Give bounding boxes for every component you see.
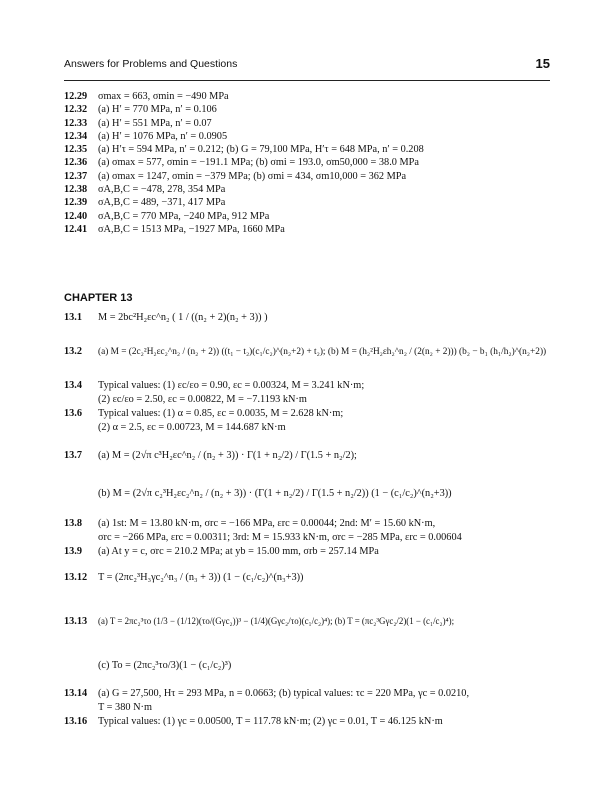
answer-text: σA,B,C = 489, −371, 417 MPa: [98, 197, 226, 209]
answer-item: [64, 156, 554, 169]
answer-number: 12.40: [64, 210, 88, 222]
answer-text: (a) At y = c, σrc = 210.2 MPa; at yb = 15.00 mm, σrb = 257.14 MPa: [98, 546, 379, 557]
answer-13-14-cont: T = 380 N·m: [98, 702, 152, 713]
answer-13-4: [64, 380, 364, 391]
answer-number: 12.39: [64, 197, 88, 209]
answer-item: [64, 210, 554, 223]
answer-13-8: [64, 518, 435, 529]
answer-formula: (a) T = 2πc₂³τo (1/3 − (1/12)(τo/(Gγc₂))³ − (1/4)(Gγc₂/τo)(c₁/c₂)⁴); (b) T = (πc₂³Gγc₂/2)(1 − (c₁/c₂)⁴);: [98, 616, 455, 626]
answer-13-16: [64, 716, 443, 727]
answer-number: 13.1: [64, 312, 83, 323]
answer-text: (a) H′ = 1076 MPa, n′ = 0.0905: [98, 130, 228, 142]
answer-number: 12.36: [64, 157, 88, 169]
answer-13-6-cont: (2) α = 2.5, εc = 0.00723, M = 144.687 kN·m: [98, 422, 286, 433]
answer-formula: (a) M = (2c₂²H₂εc₂^n₂ / (n₂ + 2)) ((t₁ − t₂)(c₁/c₂)^(n₂+2) + t₂); (b) M = (h₂²H₂εh₂^n₂ / (2(n₂ + 2))) (b₂ − b₁ (h₁/h₂)^(n₂+2)): [98, 347, 547, 357]
answer-text: (a) H′ = 551 MPa, n′ = 0.07: [98, 117, 212, 129]
answer-13-13a: [64, 616, 454, 627]
answer-number: 12.35: [64, 144, 88, 156]
answer-text: Typical values: (1) α = 0.85, εc = 0.0035, M = 2.628 kN·m;: [98, 408, 344, 419]
answer-text: (a) σmax = 1247, σmin = −379 MPa; (b) σmi = 434, σm10,000 = 362 MPa: [98, 170, 407, 182]
answer-13-1: [64, 312, 268, 323]
answer-list-ch12: [64, 90, 554, 236]
answer-text: Typical values: (1) γc = 0.00500, T = 117.78 kN·m; (2) γc = 0.01, T = 46.125 kN·m: [98, 716, 443, 727]
chapter-heading: CHAPTER 13: [64, 292, 133, 304]
answer-text: σA,B,C = 770 MPa, −240 MPa, 912 MPa: [98, 210, 270, 222]
answer-item: [64, 223, 554, 236]
answer-item: [64, 90, 554, 103]
header-rule: [64, 80, 550, 81]
answer-13-8-cont: σrc = −266 MPa, εrc = 0.00311; 3rd: M = 15.933 kN·m, σrc = −285 MPa, εrc = 0.00604: [98, 532, 462, 543]
answer-number: 13.7: [64, 450, 83, 461]
answer-number: 13.9: [64, 546, 83, 557]
answer-number: 12.34: [64, 130, 88, 142]
answer-13-14: [64, 688, 469, 699]
answer-item: [64, 196, 554, 209]
answer-text: σA,B,C = 1513 MPa, −1927 MPa, 1660 MPa: [98, 223, 285, 235]
answer-number: 13.14: [64, 688, 88, 699]
running-title: Answers for Problems and Questions: [64, 58, 238, 70]
answer-13-7a: [64, 450, 357, 461]
answer-number: 12.29: [64, 91, 88, 102]
answer-13-6: [64, 408, 343, 419]
answer-number: 13.8: [64, 518, 83, 529]
answer-text: σA,B,C = −478, 278, 354 MPa: [98, 184, 226, 196]
answer-number: 12.33: [64, 117, 88, 129]
answer-number: 13.13: [64, 616, 88, 627]
answer-text: (a) σmax = 577, σmin = −191.1 MPa; (b) σmi = 193.0, σm50,000 = 38.0 MPa: [98, 157, 419, 169]
answer-number: 13.4: [64, 380, 83, 391]
answer-item: [64, 183, 554, 196]
answer-number: 13.12: [64, 572, 88, 583]
answer-number: 12.41: [64, 223, 88, 235]
answer-13-4-cont: (2) εc/εo = 2.50, εc = 0.00822, M = −7.1193 kN·m: [98, 394, 307, 405]
answer-text: (a) H′ = 770 MPa, n′ = 0.106: [98, 104, 217, 116]
answer-text: (a) H′τ = 594 MPa, n′ = 0.212; (b) G = 79,100 MPa, H′τ = 648 MPa, n′ = 0.208: [98, 144, 424, 156]
answer-item: [64, 130, 554, 143]
answer-text: (a) G = 27,500, Hτ = 293 MPa, n = 0.0663; (b) typical values: τc = 220 MPa, γc = 0.0210,: [98, 688, 470, 699]
answer-number: 13.6: [64, 408, 83, 419]
answer-13-7b: (b) M = (2√π c₂³H₂εc₂^n₂ / (n₂ + 3)) · (Γ(1 + n₂/2) / Γ(1.5 + n₂/2)) (1 − (c₁/c₂)^(n₂+3)): [98, 488, 452, 499]
answer-formula: (a) M = (2√π c³H₂εc^n₂ / (n₂ + 3)) · Γ(1 + n₂/2) / Γ(1.5 + n₂/2);: [98, 450, 357, 461]
answer-13-13c: (c) To = (2πc₂³τo/3)(1 − (c₁/c₂)³): [98, 660, 232, 671]
answer-item: [64, 170, 554, 183]
answer-text: Typical values: (1) εc/εo = 0.90, εc = 0.00324, M = 3.241 kN·m;: [98, 380, 365, 391]
answer-13-12: [64, 572, 304, 583]
answer-text: σmax = 663, σmin = −490 MPa: [98, 91, 229, 102]
answer-13-9: [64, 546, 379, 557]
answer-text: (a) 1st: M = 13.80 kN·m, σrc = −166 MPa, εrc = 0.00044; 2nd: M′ = 15.60 kN·m,: [98, 518, 436, 529]
answer-item: [64, 103, 554, 116]
page-header: [64, 58, 550, 76]
answer-number: 12.32: [64, 104, 88, 116]
answer-formula: T = (2πc₂³H₃γc₂^n₃ / (n₃ + 3)) (1 − (c₁/c₂)^(n₃+3)): [98, 572, 304, 583]
answer-number: 12.37: [64, 170, 88, 182]
answer-item: [64, 117, 554, 130]
page-number: 15: [535, 56, 550, 71]
answer-number: 13.16: [64, 716, 88, 727]
answer-13-2: [64, 346, 546, 357]
answer-number: 13.2: [64, 346, 83, 357]
answer-number: 12.38: [64, 184, 88, 196]
answer-item: [64, 143, 554, 156]
answer-formula: M = 2bc²H₂εc^n₂ ( 1 / ((n₂ + 2)(n₂ + 3)) ): [98, 312, 268, 323]
